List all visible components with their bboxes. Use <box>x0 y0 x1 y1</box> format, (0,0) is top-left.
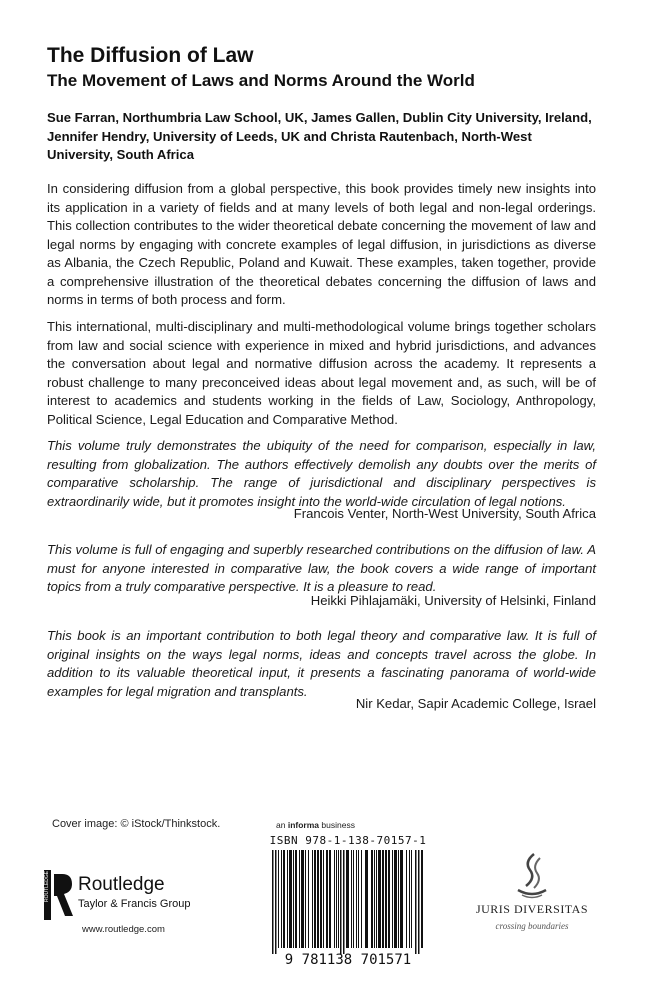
barcode-bar <box>365 850 368 948</box>
barcode-bar <box>353 850 354 948</box>
informa-brand: informa <box>287 820 320 830</box>
endorsement-quote-2: This volume is full of engaging and superbly researched contributions on the diffusion of law. A must for anyone interested in comparative law, the book covers a wide range of important topics from a truly comparative perspective. It is a pleasure to read. <box>47 542 596 594</box>
publisher-group: Taylor & Francis Group <box>78 898 191 910</box>
barcode-bar <box>361 850 362 948</box>
barcode-bar <box>385 850 387 948</box>
barcode-bar <box>343 850 345 954</box>
publisher-url[interactable]: www.routledge.com <box>82 924 165 935</box>
barcode-bar <box>329 850 331 948</box>
barcode-bar <box>301 850 304 948</box>
isbn-barcode <box>262 834 434 972</box>
endorsement-quote-3: This book is an important contribution to both legal theory and comparative law. It is full of original insights on the ways legal norms, ideas and concepts travel across the globe. In addition to its valuable theoretical input, it presents a fascinating panorama of world-wide examples for legal migration and transplants. <box>47 628 596 699</box>
barcode-bar <box>415 850 417 954</box>
barcode-bar <box>371 850 373 948</box>
barcode-bar <box>374 850 375 948</box>
barcode-bars <box>272 850 424 954</box>
description-paragraph-2: This international, multi-disciplinary and multi-methodological volume brings together scholars from law and social science with experience in mixed and hybrid jurisdictions, and advances the conversation about legal and normative diffusion across the academy. It represents a robust challenge to many preconceived ideas about legal movement and, as such, will be of interest to academics and students working in the fields of Law, Sociology, Anthropology, Political Science, Legal Education and Comparative Method. <box>47 319 596 427</box>
endorsement-attribution-2: Heikki Pihlajamäki, University of Helsinki, Finland <box>310 593 596 608</box>
endorsement-quote-1: This volume truly demonstrates the ubiquity of the need for comparison, especially in law, resulting from globalization. The authors effectively demolish any doubts over the merits of comparative scholarship. The range of jurisdictional and disciplinary perspectives is extraordinarily wide, but it promotes insight into the world-wide circulation of legal notions. <box>47 438 596 509</box>
barcode-bar <box>287 850 288 948</box>
barcode-bar <box>338 850 339 948</box>
flame-swirl-icon <box>512 852 552 900</box>
barcode-bar <box>400 850 403 948</box>
barcode-bar <box>388 850 390 948</box>
barcode-bar <box>308 850 309 948</box>
barcode-bar <box>340 850 342 954</box>
barcode-bar <box>283 850 285 948</box>
barcode-bar <box>376 850 377 948</box>
barcode-bar <box>418 850 420 954</box>
barcode-bar <box>295 850 297 948</box>
barcode-bar <box>394 850 397 948</box>
informa-suffix: business <box>321 820 355 830</box>
barcode-bar <box>275 850 277 954</box>
endorsement-attribution-3: Nir Kedar, Sapir Academic College, Israel <box>355 696 596 711</box>
description-paragraph-1: In considering diffusion from a global perspective, this book provides timely new insights into its application in a variety of fields and at many levels of both legal and non-legal orderings. This collection contributes to the wider theoretical debate concerning the movement of law and legal norms by engaging with concrete examples of legal diffusion, in jurisdictions as diverse as Albania, the Czech Republic, Poland and Kuwait. These examples, taken together, provide a comprehensive illustration of the theoretical debates concerning the diffusion of laws and norms in terms of both process and form. <box>47 181 596 307</box>
barcode-bar <box>323 850 324 948</box>
juris-diversitas-logo <box>462 852 602 942</box>
barcode-bar <box>305 850 306 948</box>
barcode-bar <box>382 850 384 948</box>
informa-business-label <box>276 820 355 830</box>
svg-text:ROUTLEDGE: ROUTLEDGE <box>44 870 50 902</box>
informa-prefix: an <box>276 820 286 830</box>
barcode-bar <box>320 850 322 948</box>
barcode-bar <box>336 850 337 948</box>
routledge-logo <box>44 868 204 924</box>
barcode-bar <box>356 850 357 948</box>
barcode-bar <box>378 850 381 948</box>
series-tagline: crossing boundaries <box>495 921 569 931</box>
barcode-bar <box>409 850 410 948</box>
barcode-bar <box>317 850 319 948</box>
barcode-digits: 9 781138 701571 <box>284 952 412 968</box>
book-subtitle: The Movement of Laws and Norms Around the World <box>47 71 475 90</box>
barcode-bar <box>272 850 274 954</box>
barcode-bar <box>314 850 316 948</box>
barcode-bar <box>351 850 352 948</box>
barcode-bar <box>281 850 282 948</box>
barcode-bar <box>334 850 335 948</box>
series-name: JURIS DIVERSITAS <box>475 902 589 916</box>
barcode-bar <box>312 850 313 948</box>
barcode-bar <box>326 850 328 948</box>
barcode-bar <box>299 850 300 948</box>
book-title: The Diffusion of Law <box>47 44 254 67</box>
endorsement-attribution-1: Francois Venter, North-West University, South Africa <box>293 506 596 521</box>
barcode-bar <box>392 850 393 948</box>
publisher-name: Routledge <box>78 874 165 895</box>
barcode-bar <box>346 850 349 948</box>
barcode-bar <box>358 850 359 948</box>
barcode-bar <box>278 850 279 948</box>
barcode-bar <box>293 850 294 948</box>
barcode-bar <box>411 850 412 948</box>
barcode-bar <box>398 850 399 948</box>
routledge-r-icon <box>44 870 74 920</box>
cover-image-credit: Cover image: © iStock/Thinkstock. <box>52 818 221 830</box>
isbn-label: ISBN 978-1-138-70157-1 <box>269 834 427 847</box>
book-authors: Sue Farran, Northumbria Law School, UK, James Gallen, Dublin City University, Ireland, Jennifer Hendry, University of Leeds, UK and Christa Rautenbach, North-West University, South Africa <box>47 110 592 162</box>
barcode-bar <box>289 850 292 948</box>
barcode-bar <box>421 850 423 948</box>
barcode-bar <box>406 850 407 948</box>
